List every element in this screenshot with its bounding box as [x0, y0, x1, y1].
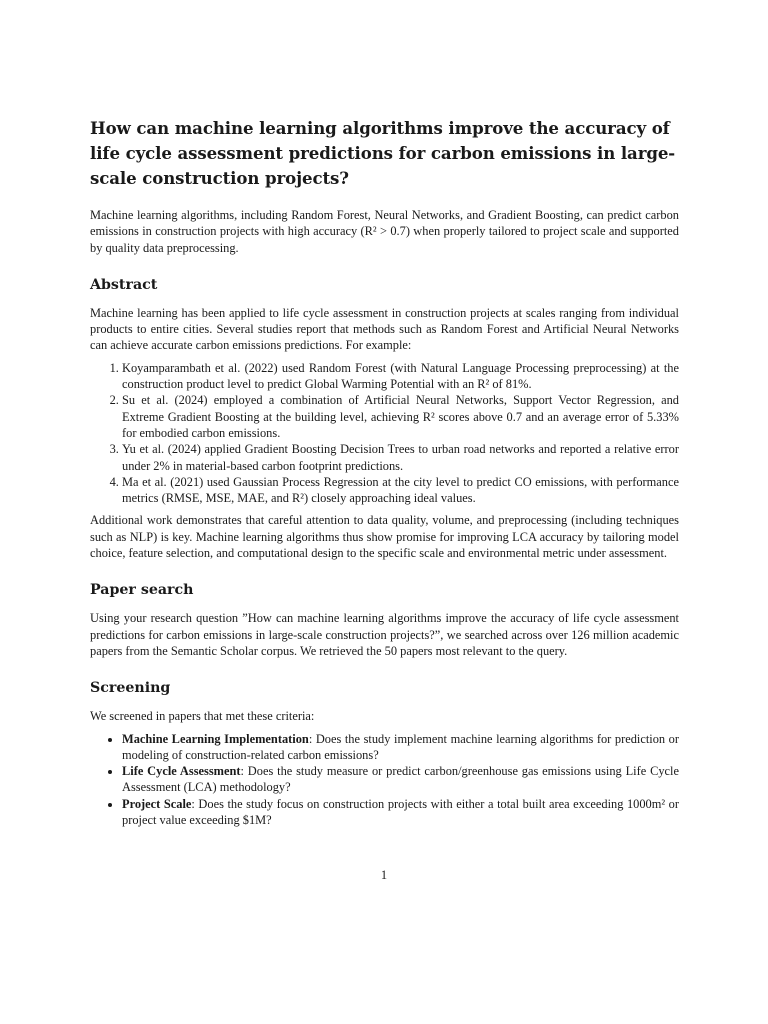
- paper-title: How can machine learning algorithms improve the accuracy of life cycle assessment predictions for carbon emissions in large-scale construction projects?: [90, 118, 676, 188]
- criterion-text: : Does the study focus on construction projects with either a total built area exceeding 1000m² or project value exceeding $1M?: [122, 796, 680, 828]
- paper-search-heading: Paper search: [90, 582, 194, 599]
- criterion-item: [122, 731, 679, 764]
- abstract-heading: Abstract: [90, 276, 158, 293]
- criterion-item: [122, 763, 679, 796]
- screening-intro: We screened in papers that met these criteria:: [90, 709, 315, 724]
- abstract-list-item: 2. Su et al. (2024) employed a combination of Artificial Neural Networks, Support Vector Regression, and Extreme Gradient Boosting at the building level, achieving R² scores above 0.7 and an average error of 5.33% for embodied carbon emissions.: [122, 392, 679, 441]
- paper-search-section: [90, 581, 679, 659]
- page-number: 1: [380, 868, 388, 882]
- criterion-text: : Does the study implement machine learning algorithms for prediction or modeling of construction-related carbon emissions?: [122, 731, 679, 762]
- screening-criteria-list: [90, 731, 679, 829]
- paper-search-text: Using your research question ”How can machine learning algorithms improve the accuracy of life cycle assessment predictions for carbon emissions in large-scale construction projects?”, we searched across over 126 million academic papers from the Semantic Scholar corpus. We retrieved the 50 papers most relevant to the query.: [90, 611, 679, 658]
- abstract-list-item: 3. Yu et al. (2024) applied Gradient Boosting Decision Trees to urban road networks and reported a relative error under 2% in material-based carbon footprint predictions.: [122, 441, 679, 474]
- screening-heading: Screening: [90, 680, 171, 697]
- abstract-list-item: 1. Koyamparambath et al. (2022) used Random Forest (with Natural Language Processing preprocessing) at the construction product level to predict Global Warming Potential with an R² of 81%.: [122, 360, 679, 393]
- abstract-list: [90, 360, 679, 507]
- abstract-list-item: 4. Ma et al. (2021) used Gaussian Process Regression at the city level to predict CO emissions, with performance metrics (RMSE, MSE, MAE, and R²) closely approaching ideal values.: [122, 474, 679, 507]
- criterion-item: [122, 796, 679, 829]
- abstract-intro: Machine learning has been applied to life cycle assessment in construction projects at scales ranging from individual products to entire cities. Several studies report that methods such as Random Forest and Artificial Neural Networks can achieve accurate carbon emissions predictions. For example:: [90, 305, 679, 353]
- criterion-text: : Does the study measure or predict carbon/greenhouse gas emissions using Life Cycle Assessment (LCA) methodology?: [122, 764, 679, 795]
- abstract-section: [90, 276, 679, 561]
- paper-page: [90, 116, 679, 848]
- criterion-label: Machine Learning Implementation: [122, 731, 309, 746]
- criterion-label: Life Cycle Assessment: [122, 764, 241, 779]
- criterion-label: Project Scale: [122, 796, 192, 811]
- abstract-closing: Additional work demonstrates that careful attention to data quality, volume, and preprocessing (including techniques such as NLP) is key. Machine learning algorithms thus show promise for improving LCA accuracy by tailoring model choice, feature selection, and computational design to the specific scale and environmental metric under assessment.: [90, 513, 679, 561]
- screening-section: [90, 679, 679, 828]
- answer-summary: Machine learning algorithms, including Random Forest, Neural Networks, and Gradient Boosting, can predict carbon emissions in construction projects with high accuracy (R² > 0.7) when properly tailored to project scale and supported by quality data preprocessing.: [90, 208, 679, 255]
